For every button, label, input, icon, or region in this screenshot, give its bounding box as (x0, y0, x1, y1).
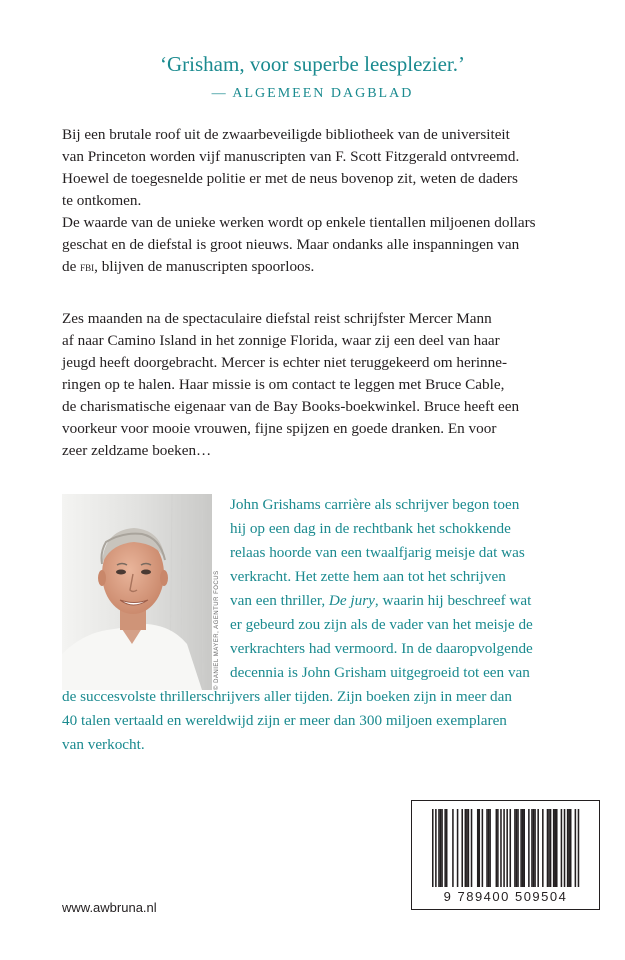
bio-line: decennia is John Grisham uitgegroeid tot een van (230, 664, 530, 681)
barcode-bar (578, 809, 580, 887)
bio-line-suffix: , waarin hij beschreef wat (374, 592, 532, 609)
synopsis-line-suffix: , blijven de manuscripten spoorloos. (94, 258, 315, 275)
barcode-bar (564, 809, 566, 887)
barcode-bar (537, 809, 539, 887)
barcode-bar (457, 809, 459, 887)
isbn-barcode (411, 800, 600, 910)
author-bio (230, 493, 600, 685)
synopsis-line: Hoewel de toegesnelde politie er met de neus bovenop zit, weten de daders (62, 170, 518, 187)
synopsis-line: geschat en de diefstal is groot nieuws. Maar ondanks alle inspanningen van (62, 236, 520, 253)
barcode-bar (517, 809, 519, 887)
barcode-bar (441, 809, 443, 887)
bio-line-prefix: van een thriller, (230, 592, 329, 609)
barcode-bar (556, 809, 558, 887)
barcode-bar (542, 809, 544, 887)
blurb-source: — ALGEMEEN DAGBLAD (211, 86, 414, 101)
blurb-quote: ‘Grisham, voor superbe leesplezier.’ (160, 52, 465, 76)
barcode-bar (528, 809, 530, 887)
synopsis-line-prefix: de (62, 258, 81, 275)
barcode-bar (435, 809, 437, 887)
barcode-bar (465, 809, 467, 887)
barcode-bar (522, 809, 524, 887)
photo-credit-text: © DANIEL MAYER, AGENTUR FOCUS (214, 570, 220, 690)
bio-line: 40 talen vertaald en wereldwijd zijn er meer dan 300 miljoen exemplaren (62, 712, 507, 729)
synopsis-line (62, 256, 582, 278)
barcode-bar (496, 809, 498, 887)
barcode-bar (479, 809, 481, 887)
barcode-bars (412, 801, 599, 891)
bio-line: relaas hoorde van een twaalfjarig meisje dat was (230, 544, 525, 561)
barcode-bar (550, 809, 552, 887)
bio-line: van verkocht. (62, 736, 145, 753)
barcode-bar (523, 809, 525, 887)
barcode-bar (503, 809, 505, 887)
synopsis-line: De waarde van de unieke werken wordt op enkele tientallen miljoenen dollars (62, 214, 536, 231)
bio-line: verkrachters had vermoord. In de daaropvolgende (230, 640, 533, 657)
barcode-bar (432, 809, 434, 887)
barcode-bar (510, 809, 512, 887)
barcode-bar (506, 809, 508, 887)
barcode-bar (461, 809, 463, 887)
barcode-bar (452, 809, 454, 887)
barcode-bar (548, 809, 550, 887)
book-title: De jury (328, 592, 375, 609)
barcode-bar (567, 809, 569, 887)
barcode-bar (533, 809, 535, 887)
synopsis-line: te ontkomen. (62, 192, 142, 209)
barcode-bar (471, 809, 473, 887)
synopsis-line: voorkeur voor mooie vrouwen, fijne spijzen en goede dranken. En voor (62, 420, 497, 437)
barcode-bar (440, 809, 442, 887)
barcode-bar (520, 809, 522, 887)
isbn-number: 9 789400 509504 (443, 889, 568, 904)
synopsis-line: jeugd heeft doorgebracht. Mercer is echter niet teruggekeerd om herinne- (62, 354, 508, 371)
publisher-url: www.awbruna.nl (62, 900, 157, 915)
barcode-bar (468, 809, 470, 887)
synopsis-paragraph-1 (62, 124, 582, 278)
barcode-bar (500, 809, 502, 887)
barcode-bar (554, 809, 556, 887)
barcode-bar (568, 809, 570, 887)
bio-line: John Grishams carrière als schrijver begon toen (230, 496, 520, 513)
barcode-bar (466, 809, 468, 887)
barcode-bar (553, 809, 555, 887)
synopsis-line: van Princeton worden vijf manuscripten van F. Scott Fitzgerald ontvreemd. (62, 148, 520, 165)
synopsis-line: Bij een brutale roof uit de zwaarbeveiligde bibliotheek van de universiteit (62, 126, 510, 143)
synopsis-line: de charismatische eigenaar van de Bay Books-boekwinkel. Bruce heeft een (62, 398, 520, 415)
synopsis-line: Zes maanden na de spectaculaire diefstal reist schrijfster Mercer Mann (62, 310, 492, 327)
barcode-bar (547, 809, 549, 887)
barcode-bar (516, 809, 518, 887)
photo-credit (214, 500, 222, 690)
barcode-bar (482, 809, 484, 887)
synopsis-paragraph-2 (62, 308, 582, 462)
barcode-bar (534, 809, 536, 887)
barcode-bar (531, 809, 533, 887)
synopsis-line: zeer zeldzame boeken… (62, 442, 212, 459)
barcode-bar (477, 809, 479, 887)
bio-line: hij op een dag in de rechtbank het schokkende (230, 520, 511, 537)
barcode-bar (438, 809, 440, 887)
barcode-bar (489, 809, 491, 887)
barcode-bar (514, 809, 516, 887)
barcode-bar (561, 809, 563, 887)
synopsis-line: af naar Camino Island in het zonnige Florida, waar zij een deel van haar (62, 332, 500, 349)
barcode-bar (497, 809, 499, 887)
bio-line (230, 589, 600, 613)
barcode-bar (570, 809, 572, 887)
barcode-bar (575, 809, 577, 887)
fbi-abbreviation: fbi (80, 259, 95, 274)
bio-line: er gebeurd zou zijn als de vader van het meisje de (230, 616, 533, 633)
barcode-bar (488, 809, 490, 887)
barcode-bar (446, 809, 448, 887)
barcode-bar (444, 809, 446, 887)
bio-line: de succesvolste thrillerschrijvers aller tijden. Zijn boeken zijn in meer dan (62, 688, 512, 705)
barcode-bar (486, 809, 488, 887)
bio-line: verkracht. Het zette hem aan tot het schrijven (230, 568, 506, 585)
author-photo (62, 494, 212, 690)
author-bio-continued (62, 685, 600, 757)
synopsis-line: ringen op te halen. Haar missie is om contact te leggen met Bruce Cable, (62, 376, 505, 393)
